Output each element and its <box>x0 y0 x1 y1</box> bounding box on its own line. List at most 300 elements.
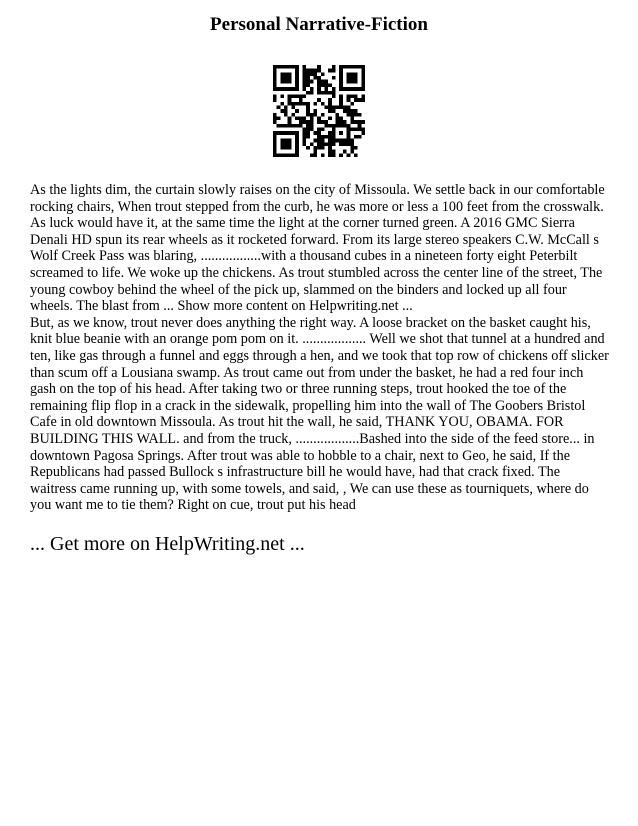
qr-module <box>273 72 277 76</box>
qr-module <box>347 135 351 139</box>
qr-module <box>284 80 288 84</box>
qr-module <box>350 117 354 121</box>
qr-module <box>317 120 321 124</box>
qr-module <box>336 117 340 121</box>
qr-module <box>306 80 310 84</box>
paragraph-2: But, as we know, trout never does anything the right way. A loose bracket on the basket caught his, knit blue beanie with an orange pom pom on it. .................. Well we shot that tunnel at a hundred and ten, like gas through a funnel and eggs through a hen, and we took that top row of chickens off slicker than scum off a Lousiana swamp. As trout came out from under the basket, he had a red four inch gash on the top of his head. After taking two or three running steps, trout hooked the toe of the remaining flip flop in a crack in the sidewalk, propelling him into the wall of The Goobers Bristol Cafe in old downtown Missoula. As trout hit the wall, he said, THANK YOU, OBAMA. FOR BUILDING THIS WALL. and from the truck, ..................Bashed into the side of the feed store... in downtown Pagosa Springs. After trout was able to hobble to a chair, next to Geo, he said, If the Republicans had passed Bullock s infrastructure bill he would have, had that crack fixed. The waitress came running up, with some towels, and said, , We can use these as tourniquets, where do you want me to tie them? Right on cue, trout put his head <box>30 314 609 514</box>
qr-module <box>321 120 325 124</box>
qr-module <box>313 153 317 157</box>
qr-module <box>273 117 277 121</box>
qr-module <box>347 113 351 117</box>
qr-module <box>328 131 332 135</box>
qr-module <box>358 113 362 117</box>
qr-module <box>361 120 365 124</box>
qr-module <box>332 76 336 80</box>
qr-module <box>347 94 351 98</box>
qr-module <box>347 128 351 132</box>
qr-module <box>339 139 343 143</box>
qr-module <box>306 109 310 113</box>
qr-module <box>273 113 277 117</box>
qr-module <box>354 98 358 102</box>
qr-module <box>313 150 317 154</box>
qr-module <box>313 109 317 113</box>
qr-module <box>343 87 347 91</box>
qr-module <box>343 105 347 109</box>
qr-module <box>284 142 288 146</box>
qr-module <box>310 69 314 73</box>
qr-module <box>350 139 354 143</box>
qr-module <box>328 153 332 157</box>
qr-module <box>302 65 306 69</box>
qr-module <box>277 65 281 69</box>
qr-module <box>350 150 354 154</box>
qr-module <box>288 76 292 80</box>
qr-module <box>317 91 321 95</box>
qr-module <box>273 65 277 69</box>
qr-module <box>302 80 306 84</box>
qr-module <box>306 124 310 128</box>
qr-module <box>313 72 317 76</box>
qr-module <box>336 120 340 124</box>
qr-module <box>277 87 281 91</box>
qr-module <box>325 87 329 91</box>
qr-module <box>280 142 284 146</box>
qr-module <box>295 83 299 87</box>
qr-module <box>302 128 306 132</box>
qr-module <box>277 117 281 121</box>
qr-module <box>284 76 288 80</box>
qr-module <box>354 128 358 132</box>
qr-module <box>291 153 295 157</box>
qr-module <box>350 65 354 69</box>
qr-module <box>350 87 354 91</box>
qr-module <box>321 80 325 84</box>
qr-module <box>288 80 292 84</box>
qr-module <box>321 102 325 106</box>
qr-module <box>354 87 358 91</box>
qr-module <box>310 124 314 128</box>
qr-module <box>273 139 277 143</box>
qr-module <box>321 139 325 143</box>
qr-module <box>347 76 351 80</box>
article-body <box>30 182 610 514</box>
qr-module <box>361 80 365 84</box>
qr-module <box>332 94 336 98</box>
qr-module <box>284 72 288 76</box>
qr-module <box>310 128 314 132</box>
qr-module <box>332 131 336 135</box>
qr-module <box>343 139 347 143</box>
qr-module <box>328 139 332 143</box>
qr-module <box>336 105 340 109</box>
qr-module <box>273 98 277 102</box>
qr-module <box>350 120 354 124</box>
qr-module <box>291 124 295 128</box>
qr-module <box>291 131 295 135</box>
qr-module <box>302 69 306 73</box>
qr-module <box>295 146 299 150</box>
qr-module <box>280 146 284 150</box>
qr-module <box>347 87 351 91</box>
qr-module <box>358 128 362 132</box>
qr-module <box>328 117 332 121</box>
qr-module <box>317 76 321 80</box>
qr-module <box>328 105 332 109</box>
qr-module <box>361 83 365 87</box>
qr-module <box>339 131 343 135</box>
qr-module <box>288 94 292 98</box>
qr-module <box>299 98 303 102</box>
qr-module <box>306 105 310 109</box>
qr-module <box>288 131 292 135</box>
qr-module <box>310 87 314 91</box>
qr-module <box>306 83 310 87</box>
qr-module <box>325 83 329 87</box>
qr-module <box>354 153 358 157</box>
qr-module <box>295 142 299 146</box>
qr-module <box>325 105 329 109</box>
qr-module <box>332 87 336 91</box>
qr-module <box>299 102 303 106</box>
qr-module <box>288 120 292 124</box>
qr-module <box>347 139 351 143</box>
qr-module <box>347 124 351 128</box>
qr-module <box>347 72 351 76</box>
qr-module <box>325 135 329 139</box>
qr-module <box>325 142 329 146</box>
qr-module <box>354 72 358 76</box>
qr-module <box>317 80 321 84</box>
qr-module <box>332 91 336 95</box>
qr-module <box>332 142 336 146</box>
qr-module <box>273 142 277 146</box>
qr-module <box>332 150 336 154</box>
qr-module <box>332 153 336 157</box>
paragraph-1: As the lights dim, the curtain slowly raises on the city of Missoula. We settle back in our comfortable rocking chairs, When trout stepped from the curb, he was more or less a 100 feet from the crosswalk. As luck would have it, at the same time the light at the corner turned green. A 2016 GMC Sierra Denali HD spun its rear wheels as it rocketed forward. From its large stereo speakers C.W. McCall s Wolf Creek Pass was blaring, .................with a thousand cubes in a nineteen forty eight Peterbilt screamed to life. We woke up the chickens. As trout stumbled across the center line of the street, The young cowboy behind the wheel of the pick up, slammed on the binders and locked up all four wheels. The blast from ... Show more content on Helpwriting.net ... <box>30 182 605 315</box>
qr-module <box>328 69 332 73</box>
qr-module <box>310 91 314 95</box>
qr-module <box>280 139 284 143</box>
qr-module <box>288 87 292 91</box>
qr-module <box>339 153 343 157</box>
qr-module <box>288 65 292 69</box>
qr-module <box>295 131 299 135</box>
qr-module <box>343 120 347 124</box>
qr-module <box>321 153 325 157</box>
qr-module <box>350 80 354 84</box>
qr-module <box>347 131 351 135</box>
qr-module <box>291 87 295 91</box>
qr-module <box>273 80 277 84</box>
qr-module <box>280 76 284 80</box>
qr-module <box>321 113 325 117</box>
qr-module <box>358 135 362 139</box>
qr-module <box>299 120 303 124</box>
qr-code-graphic <box>273 65 365 157</box>
qr-module <box>361 131 365 135</box>
qr-module <box>302 117 306 121</box>
qr-module <box>302 102 306 106</box>
qr-module <box>317 65 321 69</box>
qr-module <box>273 69 277 73</box>
qr-module <box>295 117 299 121</box>
qr-module <box>350 128 354 132</box>
qr-module <box>302 135 306 139</box>
qr-module <box>332 135 336 139</box>
qr-module <box>306 69 310 73</box>
qr-module <box>295 102 299 106</box>
qr-module <box>288 153 292 157</box>
qr-module <box>299 117 303 121</box>
qr-module <box>354 135 358 139</box>
qr-module <box>273 120 277 124</box>
qr-module <box>328 124 332 128</box>
page-title: Personal Narrative-Fiction <box>210 14 428 35</box>
qr-module <box>358 124 362 128</box>
qr-module <box>280 131 284 135</box>
qr-module <box>295 76 299 80</box>
qr-module <box>347 109 351 113</box>
qr-module <box>295 150 299 154</box>
qr-module <box>328 146 332 150</box>
qr-module <box>350 94 354 98</box>
qr-module <box>310 120 314 124</box>
qr-module <box>339 105 343 109</box>
qr-module <box>310 72 314 76</box>
qr-module <box>321 146 325 150</box>
qr-module <box>339 120 343 124</box>
qr-module <box>284 146 288 150</box>
qr-module <box>332 124 336 128</box>
qr-module <box>299 124 303 128</box>
qr-module <box>295 109 299 113</box>
qr-module <box>284 87 288 91</box>
qr-module <box>354 113 358 117</box>
qr-module <box>339 87 343 91</box>
qr-module <box>361 87 365 91</box>
qr-module <box>288 139 292 143</box>
qr-module <box>328 83 332 87</box>
qr-module <box>280 72 284 76</box>
qr-module <box>313 131 317 135</box>
qr-module <box>280 65 284 69</box>
qr-module <box>302 72 306 76</box>
qr-module <box>306 128 310 132</box>
qr-module <box>339 80 343 84</box>
qr-module <box>295 65 299 69</box>
qr-module <box>328 98 332 102</box>
qr-module <box>354 65 358 69</box>
get-more-link[interactable]: ... Get more on HelpWriting.net ... <box>30 533 305 555</box>
qr-module <box>328 142 332 146</box>
qr-module <box>291 105 295 109</box>
qr-module <box>328 91 332 95</box>
qr-module <box>347 153 351 157</box>
qr-module <box>313 146 317 150</box>
qr-module <box>332 109 336 113</box>
qr-module <box>280 102 284 106</box>
qr-module <box>288 124 292 128</box>
qr-module <box>288 98 292 102</box>
qr-module <box>280 153 284 157</box>
qr-module <box>325 91 329 95</box>
qr-module <box>284 153 288 157</box>
qr-module <box>277 153 281 157</box>
qr-module <box>306 72 310 76</box>
qr-module <box>313 113 317 117</box>
qr-module <box>302 139 306 143</box>
qr-module <box>339 65 343 69</box>
qr-module <box>280 94 284 98</box>
qr-module <box>361 98 365 102</box>
qr-module <box>295 135 299 139</box>
qr-module <box>332 65 336 69</box>
qr-module <box>354 120 358 124</box>
qr-module <box>317 69 321 73</box>
qr-module <box>284 113 288 117</box>
qr-module <box>277 105 281 109</box>
qr-module <box>361 94 365 98</box>
qr-module <box>347 105 351 109</box>
qr-module <box>306 76 310 80</box>
qr-module <box>295 72 299 76</box>
qr-module <box>328 135 332 139</box>
qr-module <box>328 150 332 154</box>
qr-module <box>332 69 336 73</box>
qr-module <box>273 150 277 154</box>
qr-module <box>321 135 325 139</box>
qr-module <box>295 87 299 91</box>
qr-module <box>343 65 347 69</box>
qr-module <box>336 124 340 128</box>
qr-module <box>306 131 310 135</box>
qr-module <box>302 94 306 98</box>
qr-module <box>310 153 314 157</box>
qr-module <box>302 87 306 91</box>
qr-module <box>302 120 306 124</box>
qr-module <box>332 128 336 132</box>
qr-module <box>313 69 317 73</box>
qr-module <box>332 139 336 143</box>
qr-module <box>280 80 284 84</box>
qr-module <box>299 94 303 98</box>
qr-module <box>328 102 332 106</box>
qr-module <box>339 142 343 146</box>
qr-module <box>325 80 329 84</box>
qr-module <box>284 124 288 128</box>
qr-module <box>280 87 284 91</box>
qr-module <box>273 131 277 135</box>
qr-module <box>321 128 325 132</box>
qr-module <box>273 135 277 139</box>
qr-module <box>295 153 299 157</box>
qr-module <box>325 120 329 124</box>
qr-module <box>291 65 295 69</box>
qr-module <box>347 98 351 102</box>
qr-module <box>306 135 310 139</box>
qr-module <box>358 98 362 102</box>
qr-module <box>321 72 325 76</box>
qr-module <box>313 76 317 80</box>
qr-module <box>277 131 281 135</box>
qr-module <box>343 109 347 113</box>
qr-module <box>295 94 299 98</box>
qr-module <box>302 131 306 135</box>
qr-module <box>295 124 299 128</box>
qr-module <box>354 80 358 84</box>
qr-module <box>339 124 343 128</box>
qr-module <box>317 146 321 150</box>
qr-module <box>317 128 321 132</box>
qr-module <box>347 142 351 146</box>
qr-module <box>284 105 288 109</box>
qr-module <box>350 142 354 146</box>
qr-module <box>273 153 277 157</box>
qr-module <box>284 139 288 143</box>
qr-module <box>317 83 321 87</box>
qr-module <box>350 146 354 150</box>
qr-code-icon <box>273 65 365 157</box>
qr-module <box>295 69 299 73</box>
qr-module <box>288 117 292 121</box>
qr-module <box>354 109 358 113</box>
qr-module <box>354 146 358 150</box>
qr-module <box>343 124 347 128</box>
qr-module <box>313 102 317 106</box>
qr-module <box>288 72 292 76</box>
qr-module <box>339 117 343 121</box>
qr-module <box>295 80 299 84</box>
qr-module <box>361 72 365 76</box>
qr-module <box>317 98 321 102</box>
qr-module <box>273 76 277 80</box>
qr-module <box>339 83 343 87</box>
qr-module <box>354 76 358 80</box>
qr-module <box>306 102 310 106</box>
qr-module <box>361 128 365 132</box>
qr-module <box>310 113 314 117</box>
qr-module <box>317 135 321 139</box>
qr-module <box>291 113 295 117</box>
qr-module <box>317 139 321 143</box>
qr-module <box>350 76 354 80</box>
qr-module <box>339 76 343 80</box>
qr-module <box>343 150 347 154</box>
qr-module <box>306 146 310 150</box>
qr-module <box>361 76 365 80</box>
qr-module <box>350 72 354 76</box>
qr-module <box>321 83 325 87</box>
qr-module <box>339 72 343 76</box>
qr-module <box>354 94 358 98</box>
qr-module <box>306 91 310 95</box>
qr-module <box>291 102 295 106</box>
qr-module <box>358 65 362 69</box>
qr-module <box>339 69 343 73</box>
qr-module <box>280 109 284 113</box>
qr-module <box>361 65 365 69</box>
qr-module <box>350 109 354 113</box>
qr-module <box>328 109 332 113</box>
qr-module <box>288 146 292 150</box>
qr-module <box>332 105 336 109</box>
qr-module <box>273 94 277 98</box>
qr-module <box>302 76 306 80</box>
qr-module <box>339 94 343 98</box>
qr-module <box>310 142 314 146</box>
qr-module <box>343 142 347 146</box>
qr-module <box>339 98 343 102</box>
